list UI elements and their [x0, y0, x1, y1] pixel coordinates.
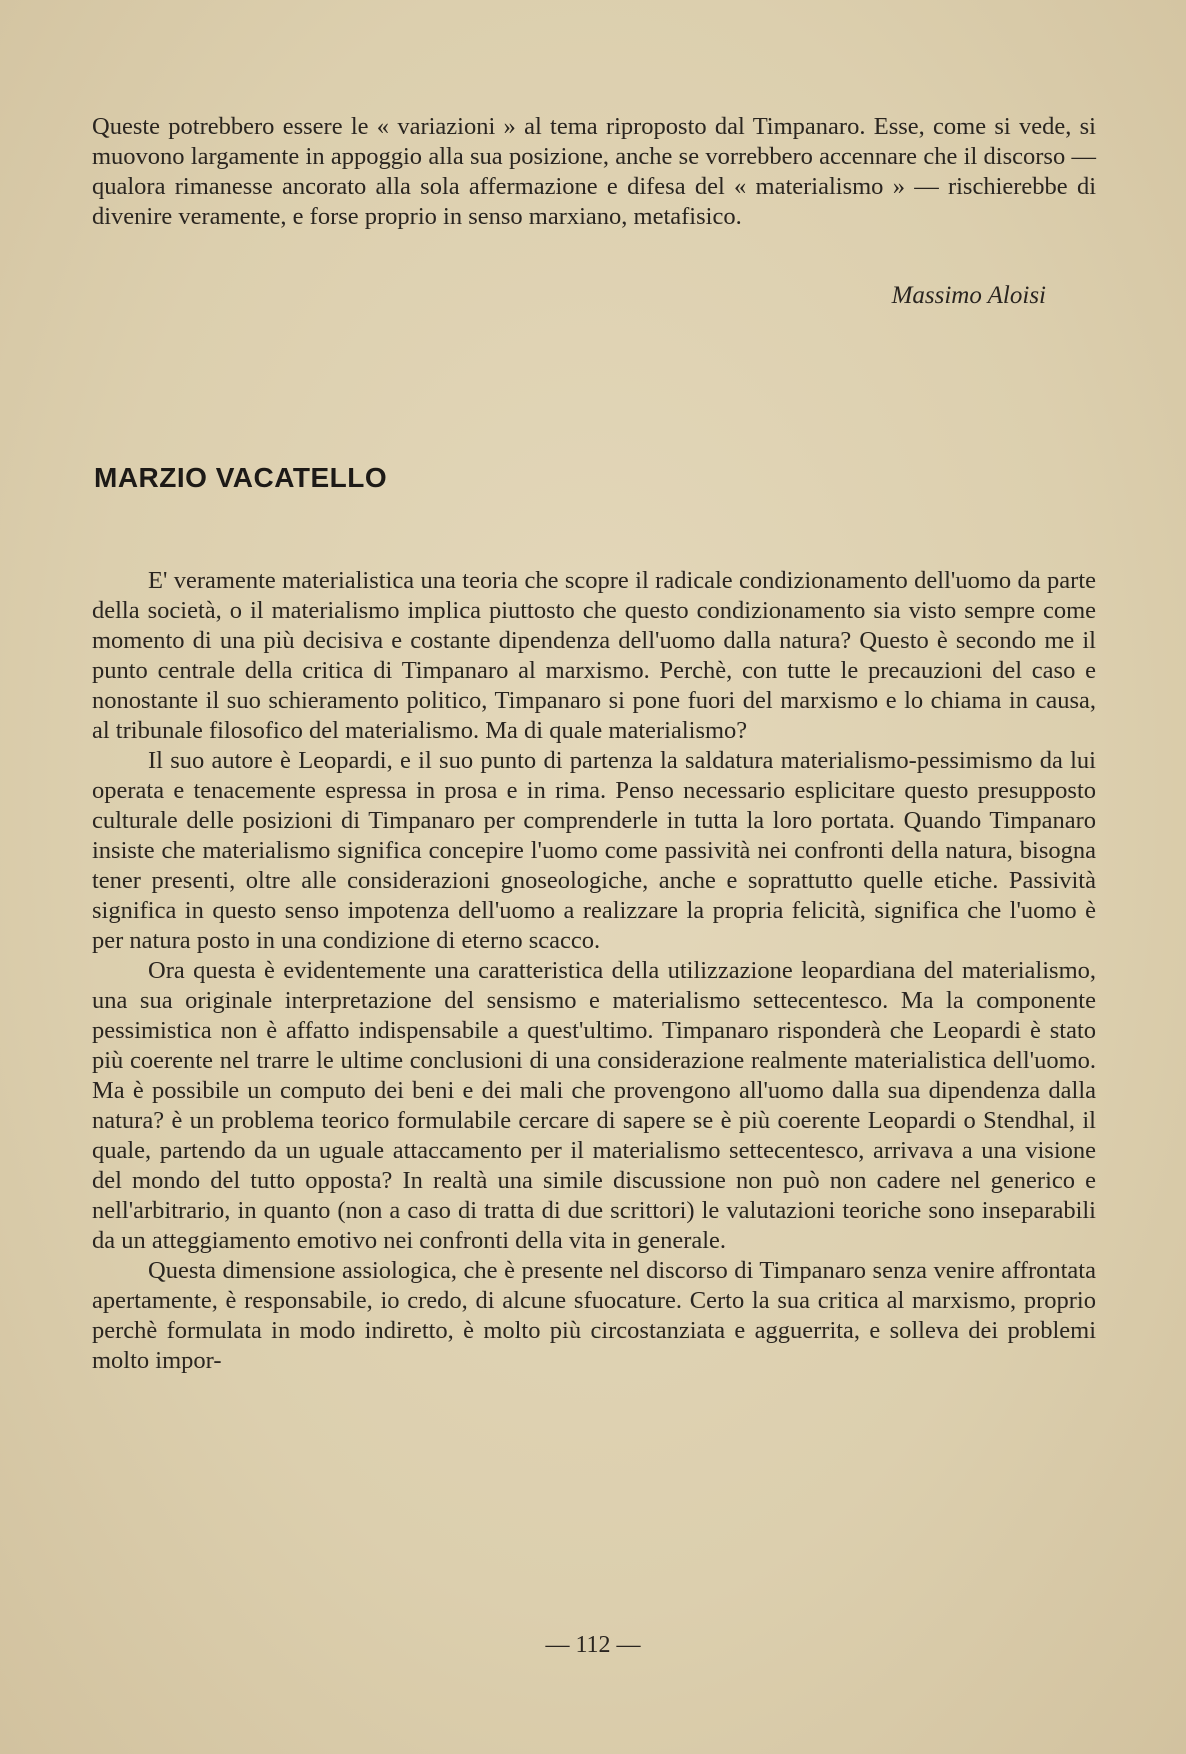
- intro-paragraph: Queste potrebbero essere le « variazioni » al tema riproposto dal Timpanaro. Esse, come si vede, si muovono largamente in appoggio alla sua posizione, anche se vorrebbero accennare che il discorso — qualora rimanesse ancorato alla sola affermazione e difesa del « materialismo » — rischierebbe di divenire veramente, e forse proprio in senso marxiano, metafisico.: [92, 113, 1096, 230]
- essay-body: [92, 566, 1096, 1376]
- author-signature: Massimo Aloisi: [891, 282, 1046, 309]
- section-heading: MARZIO VACATELLO: [94, 462, 388, 493]
- body-paragraph-2: Il suo autore è Leopardi, e il suo punto di partenza la saldatura materialismo-pessimismo da lui operata e tenacemente espressa in prosa e in rima. Penso necessario esplicitare questo presupposto culturale delle posizioni di Timpanaro per comprenderle in tutta la loro portata. Quando Timpanaro insiste che materialismo significa concepire l'uomo come passività nei confronti della natura, bisogna tener presenti, oltre alle considerazioni gnoseologiche, anche e soprattutto quelle etiche. Passività significa in questo senso impotenza dell'uomo a realizzare la propria felicità, significa che l'uomo è per natura posto in una condizione di eterno scacco.: [92, 747, 1096, 954]
- body-paragraph-3: Ora questa è evidentemente una caratteristica della utilizzazione leopardiana del materialismo, una sua originale interpretazione del sensismo e materialismo settecentesco. Ma la componente pessimistica non è affatto indispensabile a quest'ultimo. Timpanaro risponderà che Leopardi è stato più coerente nel trarre le ultime conclusioni di una considerazione realmente materialistica dell'uomo. Ma è possibile un computo dei beni e dei mali che provengono all'uomo dalla sua dipendenza dalla natura? è un problema teorico formulabile cercare di sapere se è più coerente Leopardi o Stendhal, il quale, partendo da un uguale attaccamento per il materialismo settecentesco, arrivava a una visione del mondo del tutto opposta? In realtà una simile discussione non può non cadere nel generico e nell'arbitrario, in quanto (non a caso di tratta di due scrittori) le valutazioni teoriche sono inseparabili da un atteggiamento emotivo nei confronti della vita in generale.: [92, 957, 1096, 1254]
- body-paragraph-4: Questa dimensione assiologica, che è presente nel discorso di Timpanaro senza venire affrontata apertamente, è responsabile, io credo, di alcune sfuocature. Certo la sua critica al marxismo, proprio perchè formulata in modo indiretto, è molto più circostanziata e agguerrita, e solleva dei problemi molto impor-: [92, 1257, 1096, 1374]
- page-number: — 112 —: [545, 1632, 641, 1658]
- intro-section: [92, 112, 1096, 232]
- body-paragraph-1: E' veramente materialistica una teoria che scopre il radicale condizionamento dell'uomo da parte della società, o il materialismo implica piuttosto che questo condizionamento sia visto sempre come momento di una più decisiva e costante dipendenza dell'uomo dalla natura? Questo è secondo me il punto centrale della critica di Timpanaro al marxismo. Perchè, con tutte le precauzioni del caso e nonostante il suo schieramento politico, Timpanaro si pone fuori del marxismo e lo chiama in causa, al tribunale filosofico del materialismo. Ma di quale materialismo?: [92, 567, 1096, 744]
